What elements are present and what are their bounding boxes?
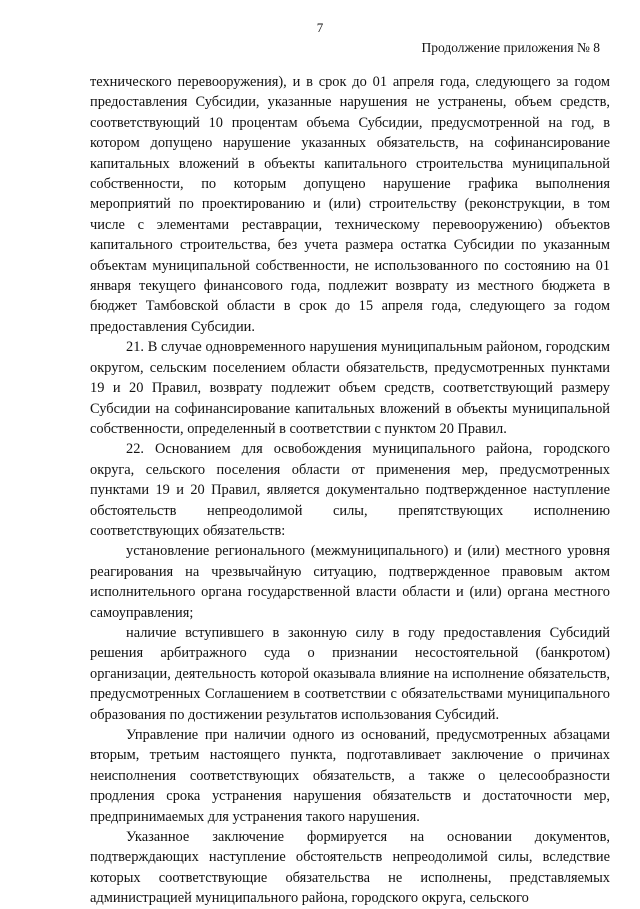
paragraph-item-22: 22. Основанием для освобождения муниципального района, городского округа, сельского поселения области от применения мер, предусмотренных пунктами 19 и 20 Правил, является документально подтвержденное наступление обстоятельств непреодолимой силы, препятствующих исполнению соответствующих обязательств: [90, 441, 610, 539]
page-number: 7 [316, 20, 324, 35]
paragraph-conclusion-basis: Указанное заключение формируется на основании документов, подтверждающих наступление обстоятельств непреодолимой силы, вследствие которых соответствующие обязательства не исполнены, представляемых администрацией муниципального района, городского округа, сельского [90, 829, 610, 907]
paragraph-bankruptcy-grounds: наличие вступившего в законную силу в году предоставления Субсидий решения арбитражного суда о признании несостоятельной (банкротом) организации, деятельность которой оказывала влияние на исполнение обязательств, предусмотренных Соглашением в соответствии с обязательствами муниципального образования по достижении результатов использования Субсидий. [90, 624, 610, 723]
paragraph-emergency-grounds: установление регионального (межмуниципального) и (или) местного уровня реагирования на чрезвычайную ситуацию, подтвержденное правовым актом исполнительного органа государственной власти области и (или) органа местного самоуправления; [90, 543, 610, 621]
paragraph-continued-text: технического перевооружения), и в срок до 01 апреля года, следующего за годом предоставления Субсидии, указанные нарушения не устранены, объем средств, соответствующий 10 процентам объема Субсидии, предусмотренной на год, в котором допущено нарушение указанных обязательств, на софинансирование капитальных вложений в объекты капитального строительства муниципальной собственности, по которым допущено нарушение графика выполнения мероприятий по проектированию и (или) строительству (реконструкции, в том числе с элементами реставрации, техническому перевооружению) объектов капитального строительства, без учета размера остатка Субсидии по указанным объектам муниципальной собственности, не использованного по состоянию на 01 января текущего финансового года, подлежит возврату из местного бюджета в бюджет Тамбовской области в срок до 15 апреля года, следующего за годом предоставления Субсидии. [90, 74, 610, 335]
paragraph-management-conclusion: Управление при наличии одного из оснований, предусмотренных абзацами вторым, третьим настоящего пункта, подготавливает заключение о причинах неисполнения соответствующих обязательств, а также о целесообразности продления срока устранения нарушения обязательств и достаточности мер, предпринимаемых для устранения такого нарушения. [90, 727, 610, 825]
appendix-continuation-label: Продолжение приложения № 8 [421, 40, 600, 55]
paragraph-item-21: 21. В случае одновременного нарушения муниципальным районом, городским округом, сельским поселением области обязательств, предусмотренных пунктами 19 и 20 Правил, возврату подлежит объем средств, соответствующий размеру Субсидии на софинансирование капитальных вложений в объекты муниципальной собственности, определенный в соответствии с пунктом 20 Правил. [90, 339, 610, 437]
document-body [90, 72, 610, 909]
